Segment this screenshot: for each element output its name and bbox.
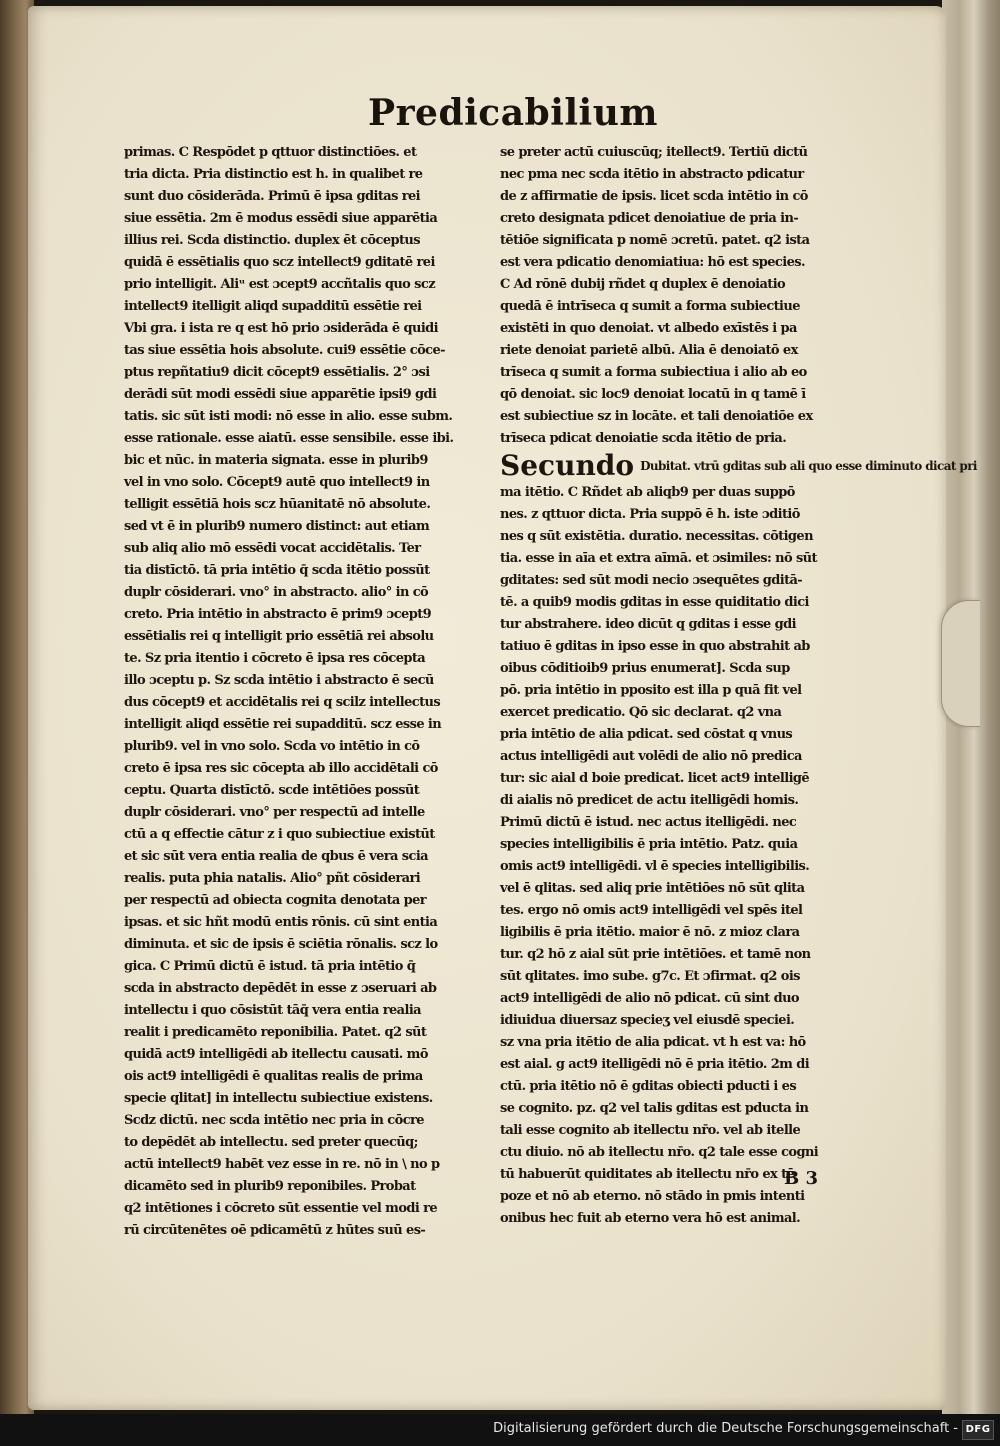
text-line: esse rationale. esse aiatū. esse sensibile. esse ibi.	[124, 431, 454, 446]
text-line: trīseca pdicat denoiatie scda itētio de pria.	[500, 431, 787, 446]
text-line: intellectu i quo cōsistūt tāq̄ vera entia realia	[124, 1003, 421, 1018]
text-line: tali esse cognito ab itellectu nr̄o. vel ab itelle	[500, 1123, 801, 1138]
text-line: creto. Pria intētio in abstracto ē prim9 ɔcept9	[124, 607, 432, 622]
text-line: duplr cōsiderari. vno° per respectū ad intelle	[124, 805, 425, 820]
text-line: illo ɔceptu p. Sz scda intētio i abstracto ē secū	[124, 673, 434, 688]
text-line: di aialis nō predicet de actu itelligēdi homis.	[500, 793, 799, 808]
text-line: ceptu. Quarta distīctō. scde intētiōes possūt	[124, 783, 420, 798]
text-line: ctū. pria itētio nō ē gditas obiecti pducti i es	[500, 1079, 797, 1094]
text-line: tatiuo ē gditas in ipso esse in quo abstrahit ab	[500, 639, 810, 654]
text-line: duplr cōsiderari. vno° in abstracto. alio° in cō	[124, 585, 429, 600]
funding-notice: Digitalisierung gefördert durch die Deutsche Forschungsgemeinschaft -	[493, 1421, 958, 1436]
text-line: to depēdēt ab intellectu. sed preter quecūq;	[124, 1135, 418, 1150]
text-line: existēti in quo denoiat. vt albedo exīstēs i pa	[500, 321, 797, 336]
text-line: se preter actū cuiuscūq; itellect9. Tertiū dictū	[500, 145, 808, 160]
text-line: plurib9. vel in vno solo. Scda vo intētio in cō	[124, 739, 420, 754]
text-line: gditates: sed sūt modi necio ɔsequētes gditā-	[500, 573, 803, 588]
text-line: diminuta. et sic de ipsis ē sciētia rōnalis. scz lo	[124, 937, 438, 952]
text-line: siue essētia. 2m ē modus essēdi siue apparētia	[124, 211, 438, 226]
text-line: C Ad rōnē dubij rñdet q duplex ē denoiatio	[500, 277, 786, 292]
text-line: vel in vno solo. Cōcept9 autē quo intellect9 in	[124, 475, 430, 490]
text-line: quedā ē intrīseca q sumit a forma subiectiue	[500, 299, 800, 314]
running-head: Predicabilium	[368, 92, 658, 134]
text-line: tētiōe significata p nomē ɔcretū. patet. q2 ista	[500, 233, 810, 248]
text-line: sub aliq alio mō essēdi vocat accidētalis. Ter	[124, 541, 421, 556]
text-line: pō. pria intētio in pposito est illa p quā fit vel	[500, 683, 802, 698]
section-initial-word: Secundo	[500, 449, 635, 482]
text-line: est subiectiue sz in locāte. et tali denoiatiōe ex	[500, 409, 813, 424]
text-line: Vbi gra. i ista re q est hō prio ɔsiderāda ē quidi	[124, 321, 438, 336]
text-line: onibus hec fuit ab eterno vera hō est animal.	[500, 1211, 801, 1226]
text-line: per respectū ad obiecta cognita denotata per	[124, 893, 427, 908]
text-line: intellect9 itelligit aliqd supadditū essētie rei	[124, 299, 422, 314]
right-column-lower-block	[500, 482, 868, 1230]
text-line: sunt duo cōsiderāda. Primū ē ipsa gditas rei	[124, 189, 420, 204]
digitization-footer	[0, 1414, 1000, 1446]
text-line: ois act9 intelligēdi ē qualitas realis de prima	[124, 1069, 423, 1084]
right-column-upper-block	[500, 142, 868, 450]
text-line: quidā act9 intelligēdi ab itellectu causati. mō	[124, 1047, 428, 1062]
section-heading-rest: Dubitat. vtrū gditas sub ali quo esse diminuto dicat pri	[640, 459, 977, 473]
text-line: tur. q2 hō z aial sūt prie intētiōes. et tamē non	[500, 947, 811, 962]
text-line: illius rei. Scda distinctio. duplex ēt cōceptus	[124, 233, 420, 248]
text-line: ctū a q effectie cātur z i quo subiectiue existūt	[124, 827, 435, 842]
text-line: tia. esse in aīa et extra aīmā. et ɔsimiles: nō sūt	[500, 551, 817, 566]
dfg-logo: DFG	[962, 1420, 994, 1440]
text-line: nes q sūt existētia. duratio. necessitas. cōtigen	[500, 529, 813, 544]
text-line: rū circūtenētes oē pdicamētū z hūtes suū es-	[124, 1223, 426, 1238]
text-line: creto ē ipsa res sic cōcepta ab illo accidētali cō	[124, 761, 438, 776]
text-line: prio intelligit. Aliᵘ est ɔcept9 accñtalis quo scz	[124, 277, 435, 292]
text-line: te. Sz pria itentio i cōcreto ē ipsa res cōcepta	[124, 651, 426, 666]
text-line: trīseca q sumit a forma subiectiua i alio ab eo	[500, 365, 807, 380]
text-line: est aial. g act9 itelligēdi nō ē pria itētio. 2m di	[500, 1057, 810, 1072]
text-line: derādi sūt modi essēdi siue apparētie ipsi9 gdi	[124, 387, 437, 402]
text-line: tur abstrahere. ideo dicūt q gditas i esse gdi	[500, 617, 796, 632]
text-line: realis. puta phia natalis. Alio° pñt cōsiderari	[124, 871, 421, 886]
text-line: tes. ergo nō omis act9 intelligēdi vel spēs itel	[500, 903, 803, 918]
text-line: specie qlitat] in intellectu subiectiue existens.	[124, 1091, 433, 1106]
book-page	[28, 6, 977, 1410]
text-line: tū habuerūt quiditates ab itellectu nr̄o ex tē	[500, 1167, 795, 1182]
text-line: ligibilis ē pria itētio. maior ē nō. z mioz clara	[500, 925, 800, 940]
text-line: Primū dictū ē istud. nec actus itelligēdi. nec	[500, 815, 797, 830]
text-line: tia distīctō. tā pria intētio q̄ scda itētio possūt	[124, 563, 430, 578]
text-line: creto designata pdicet denoiatiue de pria in-	[500, 211, 799, 226]
text-line: tria dicta. Pria distinctio est h. in qualibet re	[124, 167, 423, 182]
text-line: vel ē qlitas. sed aliq prie intētiōes nō sūt qlita	[500, 881, 805, 896]
text-line: ptus repñtatiu9 dicit cōcept9 essētialis. 2° ɔsi	[124, 365, 430, 380]
text-line: est vera pdicatio denomiatiua: hō est species.	[500, 255, 805, 270]
text-line: tē. a quib9 modis gditas in esse quiditatio dici	[500, 595, 809, 610]
text-line: sūt qlitates. imo sube. g7c. Et ɔfirmat. q2 ois	[500, 969, 800, 984]
text-line: tas siue essētia hois absolute. cui9 essētie cōce-	[124, 343, 445, 358]
text-line: dus cōcept9 et accidētalis rei q scilz intellectus	[124, 695, 441, 710]
text-line: pria intētio de alia pdicat. sed cōstat q vnus	[500, 727, 793, 742]
text-line: actus intelligēdi aut volēdi de alio nō predica	[500, 749, 802, 764]
text-line: omis act9 intelligēdi. vl ē species intelligibilis.	[500, 859, 810, 874]
page-clip-tab	[941, 600, 980, 727]
text-line: se cognito. pz. q2 vel talis gditas est pducta in	[500, 1101, 809, 1116]
text-line: ctu diuio. nō ab itellectu nr̄o. q2 tale esse cogni	[500, 1145, 819, 1160]
text-line: poze et nō ab eterno. nō stādo in pmis intenti	[500, 1189, 805, 1204]
text-line: q2 intētiones i cōcreto sūt essentie vel modi re	[124, 1201, 438, 1216]
text-line: bic et nūc. in materia signata. esse in plurib9	[124, 453, 428, 468]
text-line: quidā ē essētialis quo scz intellect9 gditatē rei	[124, 255, 435, 270]
text-column-right	[500, 142, 977, 1230]
text-line: idiuidua diuersaz specieʒ vel eiusdē speciei.	[500, 1013, 795, 1028]
text-line: nes. z qttuor dicta. Pria suppō ē h. iste ɔditiō	[500, 507, 800, 522]
text-line: scda in abstracto depēdēt in esse z ɔseruari ab	[124, 981, 437, 996]
text-line: nec pma nec scda itētio in abstracto pdicatur	[500, 167, 804, 182]
text-line: de z affirmatie de ipsis. licet scda intētio in cō	[500, 189, 808, 204]
text-line: tatis. sic sūt isti modi: nō esse in alio. esse subm.	[124, 409, 453, 424]
text-line: primas. C Respōdet p qttuor distinctiōes. et	[124, 145, 417, 160]
text-line: exercet predicatio. Qō sic declarat. q2 vna	[500, 705, 782, 720]
section-heading-line	[500, 449, 977, 482]
text-line: species intelligibilis ē pria intētio. Patz. quia	[500, 837, 798, 852]
signature-mark: B 3	[784, 1168, 819, 1189]
text-line: ma itētio. C Rñdet ab aliqb9 per duas suppō	[500, 485, 795, 500]
text-line: et sic sūt vera entia realia de qbus ē vera scia	[124, 849, 428, 864]
text-line: tur: sic aial d boie predicat. licet act9 intelligē	[500, 771, 810, 786]
text-line: essētialis rei q intelligit prio essētiā rei absolu	[124, 629, 434, 644]
text-line: actū intellect9 habēt vez esse in re. nō in \ no p	[124, 1157, 440, 1172]
text-line: qō denoiat. sic loc9 denoiat locatū in q tamē ī	[500, 387, 806, 402]
text-line: realit i predicamēto reponibilia. Patet. q2 sūt	[124, 1025, 427, 1040]
text-line: riete denoiat parietē albū. Alia ē denoiatō ex	[500, 343, 798, 358]
text-line: oibus cōditioib9 prius enumerat]. Scda sup	[500, 661, 790, 676]
text-line: Scdz dictū. nec scda intētio nec pria in cōcre	[124, 1113, 424, 1128]
text-line: sed vt ē in plurib9 numero distinct: aut etiam	[124, 519, 430, 534]
text-line: intelligit aliqd essētie rei supadditū. scz esse in	[124, 717, 442, 732]
text-line: act9 intelligēdi de alio nō pdicat. cū sint duo	[500, 991, 800, 1006]
text-line: dicamēto sed in plurib9 reponibiles. Probat	[124, 1179, 416, 1194]
text-line: sz vna pria itētio de alia pdicat. vt h est va: hō	[500, 1035, 806, 1050]
text-line: ipsas. et sic hñt modū entis rōnis. cū sint entia	[124, 915, 438, 930]
text-line: telligit essētiā hois scz hūanitatē nō absolute.	[124, 497, 431, 512]
text-line: gica. C Primū dictū ē istud. tā pria intētio q̄	[124, 959, 416, 974]
text-column-left	[124, 142, 484, 1242]
